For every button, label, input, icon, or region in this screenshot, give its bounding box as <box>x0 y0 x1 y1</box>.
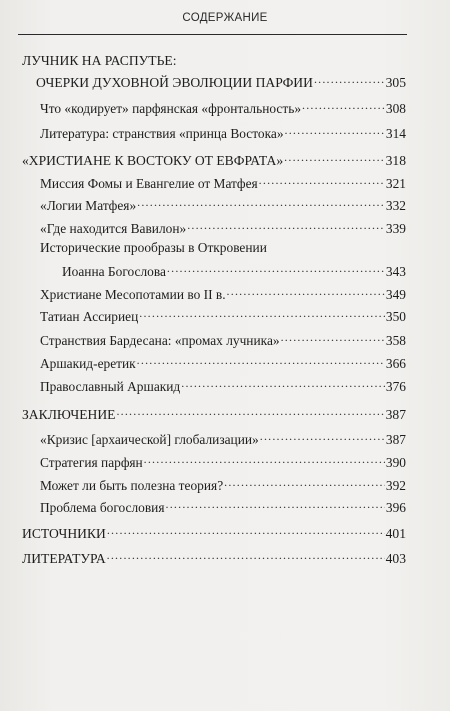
toc-entry-page: 387 <box>385 407 406 422</box>
leader-dots <box>281 329 385 345</box>
toc-entry-page: 376 <box>385 379 406 394</box>
leader-dots <box>284 149 384 165</box>
leader-dots <box>137 194 385 210</box>
leader-dots <box>302 97 385 113</box>
leader-dots <box>181 375 385 391</box>
toc-entry-title: «Где находится Вавилон» <box>40 221 187 236</box>
toc-entry-title: Христиане Месопотамии во II в. <box>40 287 226 302</box>
toc-entry-title: Может ли быть полезна теория? <box>40 478 224 493</box>
toc-entry-page: 396 <box>385 500 406 515</box>
leader-dots <box>260 428 385 444</box>
toc-entry-page: 318 <box>385 153 406 168</box>
running-head: СОДЕРЖАНИЕ <box>182 12 268 24</box>
toc-entry-title: Странствия Бардесана: «промах лучника» <box>40 333 280 348</box>
toc-entry-title: ОЧЕРКИ ДУХОВНОЙ ЭВОЛЮЦИИ ПАРФИИ <box>36 75 313 90</box>
toc-entry-page: 350 <box>385 309 406 324</box>
toc-entry-title: Проблема богословия <box>40 500 165 515</box>
toc-entry-page: 401 <box>385 526 406 541</box>
leader-dots <box>224 474 385 490</box>
toc-entry-page: 392 <box>385 478 406 493</box>
toc-entry-page: 308 <box>385 101 406 116</box>
toc-entry-title: ЛИТЕРАТУРА <box>22 551 106 566</box>
leader-dots <box>166 496 385 512</box>
toc-entry-page: 349 <box>385 287 406 302</box>
leader-dots <box>259 172 385 188</box>
toc-entry-title: ИСТОЧНИКИ <box>22 526 106 541</box>
toc-entry-title: Православный Аршакид <box>40 379 181 394</box>
toc-entry-title: ЛУЧНИК НА РАСПУТЬЕ: <box>22 53 177 68</box>
toc-entry-title: Миссия Фомы и Евангелие от Матфея <box>40 176 258 191</box>
toc-entry-page: 314 <box>385 126 406 141</box>
leader-dots <box>144 451 385 467</box>
toc-entry-page: 305 <box>385 75 406 90</box>
leader-dots <box>167 260 385 276</box>
leader-dots <box>107 522 385 538</box>
leader-dots <box>227 283 385 299</box>
toc-entry-page: 358 <box>385 333 406 348</box>
toc-entry-page: 343 <box>385 264 406 279</box>
toc-entry-title: Аршакид-еретик <box>40 356 136 371</box>
toc-entry-title: «Кризис [архаической] глобализации» <box>40 432 259 447</box>
leader-dots <box>116 403 384 419</box>
toc-entry-page: 321 <box>385 176 406 191</box>
toc-entry-title: «ХРИСТИАНЕ К ВОСТОКУ ОТ ЕВФРАТА» <box>22 153 284 168</box>
toc-entry-title: Татиан Ассириец <box>40 309 139 324</box>
toc-entry-title: ЗАКЛЮЧЕНИЕ <box>22 407 116 422</box>
leader-dots <box>137 352 385 368</box>
toc-entry-page: 387 <box>385 432 406 447</box>
toc-entry-title: «Логии Матфея» <box>40 198 137 213</box>
toc-entry-title: Что «кодирует» парфянская «фронтальность» <box>40 101 302 116</box>
toc-entry-title: Иоанна Богослова <box>62 264 166 279</box>
toc-entry-title: Стратегия парфян <box>40 455 143 470</box>
leader-dots <box>139 305 385 321</box>
toc-entry-page: 366 <box>385 356 406 371</box>
toc-entry-page: 332 <box>385 198 406 213</box>
leader-dots <box>107 547 385 563</box>
toc-entry-page: 390 <box>385 455 406 470</box>
leader-dots <box>285 122 385 138</box>
toc-entry-title: Литература: странствия «принца Востока» <box>40 126 284 141</box>
leader-dots <box>314 71 385 87</box>
toc-entry-page: 339 <box>385 221 406 236</box>
header-rule <box>18 34 407 35</box>
leader-dots <box>187 217 385 233</box>
toc-entry-title: Исторические прообразы в Откровении <box>40 240 267 255</box>
toc-entry-page: 403 <box>385 551 406 566</box>
